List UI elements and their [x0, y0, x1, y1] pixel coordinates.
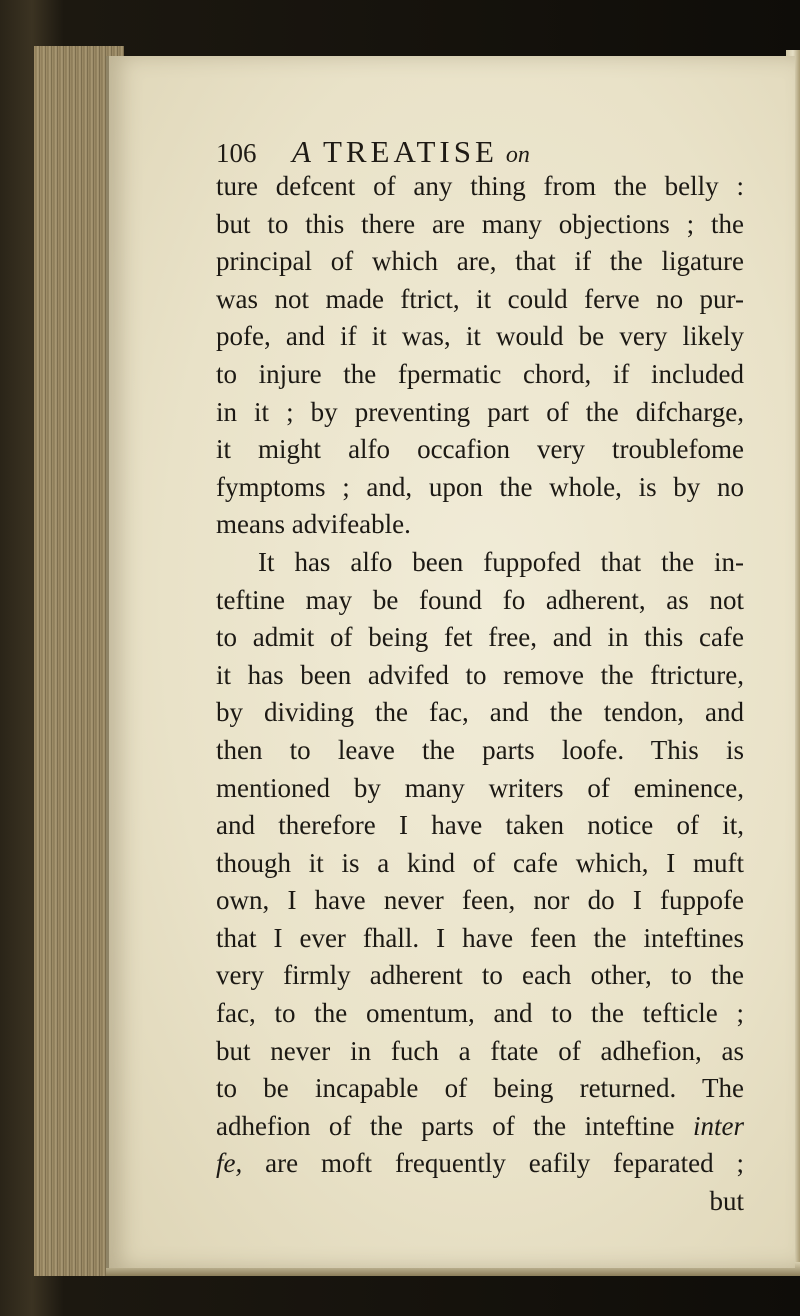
text-line: to injure the fpermatic chord, if included [216, 358, 744, 389]
text-line: and therefore I have taken notice of it, [216, 810, 744, 841]
catchword: but [709, 1186, 744, 1217]
text-line: fac, to the omentum, and to the tefticle ; [216, 998, 744, 1029]
text-line: ture defcent of any thing from the belly : [216, 171, 744, 201]
text-line: It has alfo been fuppofed that the in- [258, 546, 744, 577]
italic-inter: inter [693, 1110, 744, 1141]
page-number: 106 [216, 138, 257, 168]
text-line: own, I have never feen, nor do I fuppofe [216, 885, 744, 916]
italic-se: fe, [216, 1148, 243, 1179]
text-line: teftine may be found fo adherent, as not [216, 584, 744, 615]
text-line: to admit of being fet free, and in this cafe [216, 622, 744, 653]
title-preposition: on [505, 142, 530, 168]
text-segment: are moft frequently eafily feparated ; [265, 1148, 745, 1179]
text-line: was not made ftrict, it could ferve no pur- [216, 283, 744, 314]
text-line: by dividing the fac, and the tendon, and [216, 697, 744, 728]
text-line: fymptoms ; and, upon the whole, is by no [216, 471, 744, 502]
title-article: A [292, 134, 311, 169]
text-line [216, 1108, 744, 1146]
text-line: in it ; by preventing part of the difcharge, [216, 396, 744, 427]
text-line: though it is a kind of cafe which, I muft [216, 847, 744, 878]
text-line: mentioned by many writers of eminence, [216, 772, 744, 803]
text-line: principal of which are, that if the ligature [216, 246, 744, 277]
body-text [216, 168, 744, 1221]
text-line: but to this there are many objections ; the [216, 208, 744, 239]
text-line [216, 1145, 744, 1183]
text-line: but never in fuch a ftate of adhefion, as [216, 1035, 744, 1066]
text-line: pofe, and if it was, it would be very likely [216, 321, 744, 352]
text-line: that I ever fhall. I have feen the inteftines [216, 922, 744, 953]
text-line: it might alfo occafion very troublefome [216, 434, 744, 465]
text-line: it has been advifed to remove the ftricture, [216, 659, 744, 690]
text-segment: adhefion of the parts of the inteftine [216, 1110, 675, 1141]
text-line: means advifeable. [216, 509, 411, 540]
running-title [292, 134, 530, 170]
text-line: to be incapable of being returned. The [216, 1073, 744, 1104]
text-line: very firmly adherent to each other, to the [216, 960, 744, 991]
text-line: then to leave the parts loofe. This is [216, 734, 744, 765]
title-word: TREATISE [322, 134, 498, 169]
